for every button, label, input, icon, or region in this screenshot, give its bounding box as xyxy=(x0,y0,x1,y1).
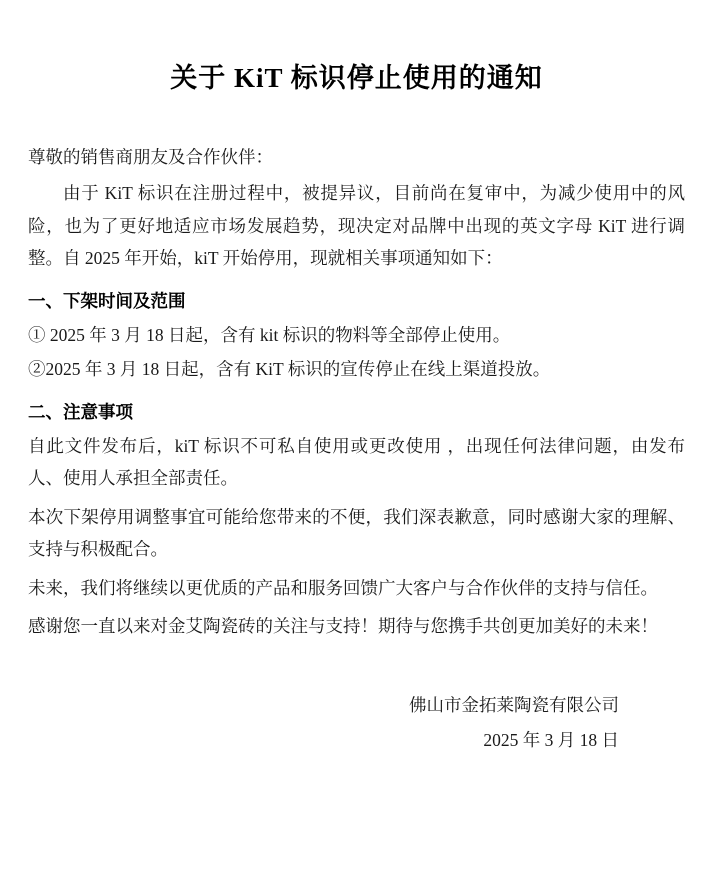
section-heading: 二、注意事项 xyxy=(28,401,133,422)
list-item: ②2025 年 3 月 18 日起，含有 KiT 标识的宣传停止在线上渠道投放。 xyxy=(28,359,551,380)
signature-block xyxy=(28,688,685,758)
intro-paragraph: 由于 KiT 标识在注册过程中，被提异议，目前尚在复审中，为减少使用中的风险，也为了更好地适应市场发展趋势，现决定对品牌中出现的英文字母 KiT 进行调整。自 2025 年开始，kiT 开始停用，现就相关事项通知如下： xyxy=(28,183,685,269)
section-notes xyxy=(28,396,685,643)
signature-date: 2025 年 3 月 18 日 xyxy=(483,730,619,751)
section-heading: 一、下架时间及范围 xyxy=(28,290,186,311)
document-body xyxy=(28,141,685,878)
list-item: 自此文件发布后，kiT 标识不可私自使用或更改使用 ，出现任何法律问题，由发布人、使用人承担全部责任。 xyxy=(28,436,685,489)
list-item: 本次下架停用调整事宜可能给您带来的不便，我们深表歉意，同时感谢大家的理解、支持与积极配合。 xyxy=(28,506,685,560)
bottom-spacer xyxy=(28,758,685,878)
salutation: 尊敬的销售商朋友及合作伙伴： xyxy=(28,147,273,167)
page-title: 关于 KiT 标识停止使用的通知 xyxy=(170,63,543,93)
signature-company: 佛山市金拓莱陶瓷有限公司 xyxy=(409,695,619,716)
list-item: ① 2025 年 3 月 18 日起，含有 kit 标识的物料等全部停止使用。 xyxy=(28,324,511,345)
list-item: 未来，我们将继续以更优质的产品和服务回馈广大客户与合作伙伴的支持与信任。 xyxy=(28,577,658,598)
section-schedule xyxy=(28,285,685,386)
list-item: 感谢您一直以来对金艾陶瓷砖的关注与支持！期待与您携手共创更加美好的未来！ xyxy=(28,615,658,636)
